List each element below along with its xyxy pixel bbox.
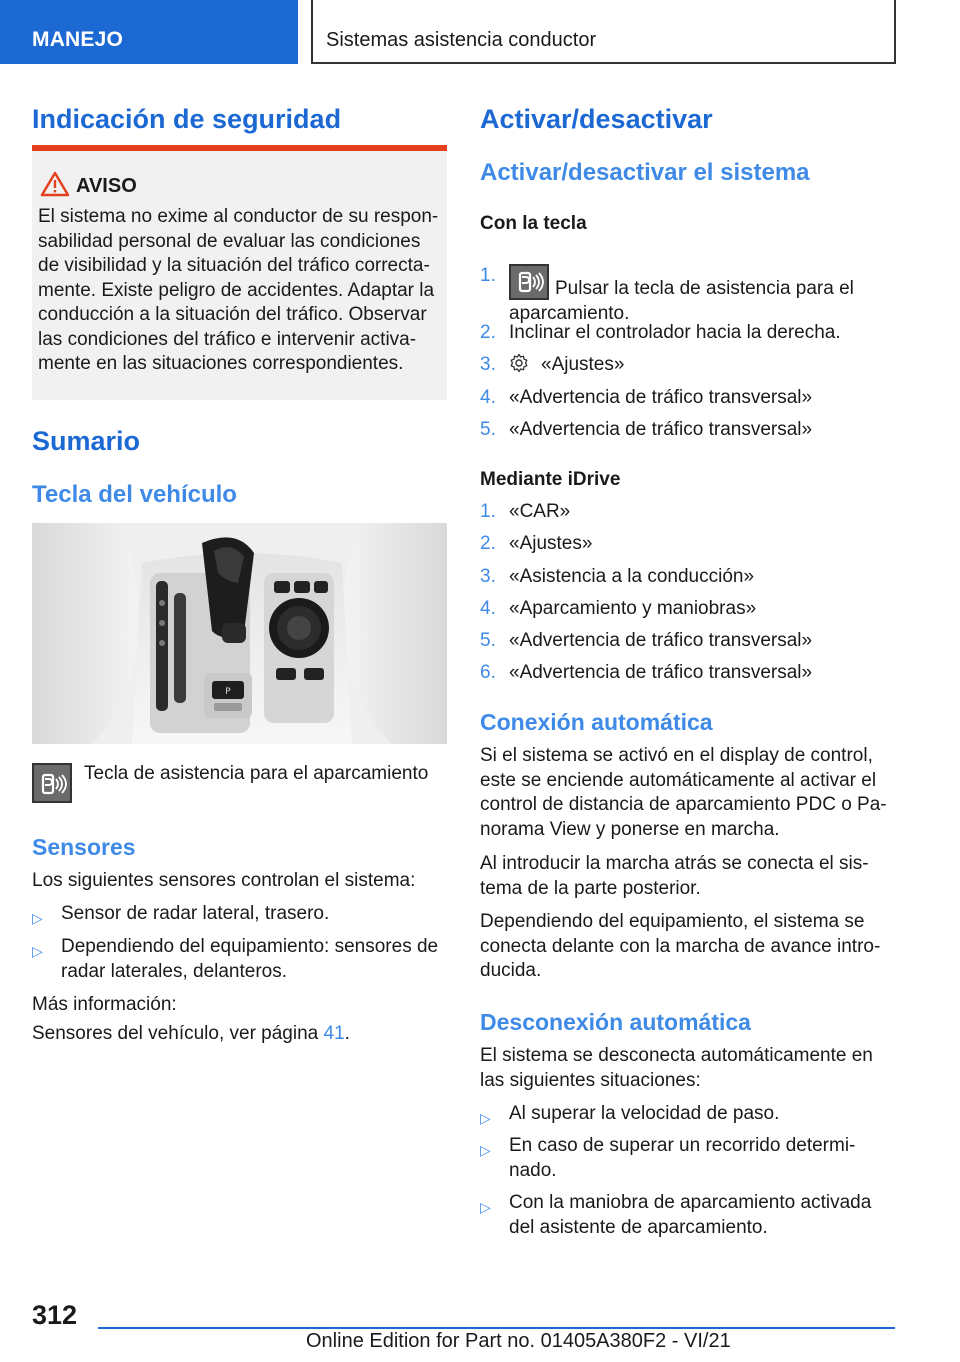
- header-chapter-box: [311, 0, 896, 64]
- warning-title: AVISO: [76, 175, 137, 197]
- auto-off-intro: El sistema se desconecta automáticamente en las siguientes situaciones:: [480, 1045, 873, 1091]
- bullet-triangle-icon: ▷: [480, 1110, 491, 1126]
- list-item: ▷ Dependiendo del equipamiento: sensores de radar laterales, delanteros.: [32, 936, 439, 982]
- gear-icon: [509, 353, 529, 373]
- center-console-photo: [32, 523, 447, 744]
- heading-summary: Sumario: [32, 426, 141, 456]
- parking-assist-button-icon: [32, 763, 72, 803]
- warning-text: [38, 205, 442, 377]
- auto-on-paragraph: Si el sistema se activó en el display de control, este se enciende automáticamente al activar el control de distancia de aparcamiento PDC o Pa- norama View y ponerse en marcha.: [480, 745, 887, 840]
- list-item: 2. «Ajustes»: [480, 533, 593, 554]
- bullet-triangle-icon: ▷: [480, 1199, 491, 1215]
- heading-idrive: Mediante iDrive: [480, 469, 621, 490]
- list-item: 4. «Advertencia de tráfico transversal»: [480, 387, 813, 408]
- warning-line: de visibilidad y la situación del tráfico correcta-: [38, 255, 430, 276]
- heading-auto-on: Conexión automática: [480, 709, 713, 735]
- header-chapter-label: Sistemas asistencia conductor: [326, 29, 597, 51]
- footer-divider: [98, 1327, 895, 1329]
- footer-edition: Online Edition for Part no. 01405A380F2 - VI/21: [306, 1330, 731, 1352]
- warning-line: mente. Existe peligro de accidentes. Adaptar la: [38, 279, 435, 301]
- warning-line: las condiciones del tráfico e intervenir activa-: [38, 328, 417, 350]
- more-info-label: Más información:: [32, 994, 177, 1015]
- center-console-illustration: [32, 523, 447, 744]
- bullet-triangle-icon: ▷: [480, 1142, 491, 1158]
- heading-safety: Indicación de seguridad: [32, 104, 342, 134]
- heading-sensors: Sensores: [32, 834, 136, 860]
- heading-vehicle-button: Tecla del vehículo: [32, 481, 237, 508]
- auto-on-paragraph: Al introducir la marcha atrás se conecta el sis- tema de la parte posterior.: [480, 853, 869, 899]
- list-item: ▷ Al superar la velocidad de paso.: [480, 1102, 895, 1127]
- page-number: 312: [32, 1300, 78, 1330]
- header-section-label: MANEJO: [32, 28, 124, 51]
- svg-text:P: P: [225, 687, 231, 697]
- list-item: 3. «Ajustes»: [480, 354, 625, 375]
- warning-line: El sistema no exime al conductor de su respon-: [38, 206, 439, 227]
- list-item: 3. «Asistencia a la conducción»: [480, 566, 755, 587]
- heading-toggle: Activar/desactivar: [480, 104, 713, 134]
- warning-line: sabilidad personal de evaluar las condiciones: [38, 230, 421, 252]
- parking-assist-symbol-icon: [34, 765, 70, 801]
- page-link[interactable]: 41: [323, 1023, 345, 1044]
- header-section-tab: [0, 0, 298, 64]
- list-item: 1. «CAR»: [480, 501, 571, 522]
- list-item: ▷ Sensor de radar lateral, trasero.: [32, 902, 447, 927]
- list-item: 2. Inclinar el controlador hacia la derecha.: [480, 322, 841, 343]
- button-caption: Tecla de asistencia para el aparcamiento: [84, 763, 429, 784]
- warning-line: mente en las situaciones correspondientes.: [38, 353, 404, 374]
- parking-assist-symbol-icon: [511, 266, 547, 298]
- list-item: 5. «Advertencia de tráfico transversal»: [480, 630, 813, 651]
- list-item: 1. Pulsar la tecla de asistencia para el aparcamiento.: [480, 265, 854, 324]
- warning-box: [32, 145, 447, 400]
- list-item: ▷ En caso de superar un recorrido determi- nado.: [480, 1135, 856, 1181]
- heading-toggle-system: Activar/desactivar el sistema: [480, 159, 810, 186]
- cross-reference: Sensores del vehículo, ver página 41.: [32, 1023, 350, 1044]
- warning-line: conducción a la situación del tráfico. Observar: [38, 304, 427, 325]
- bullet-triangle-icon: ▷: [32, 943, 43, 959]
- warning-triangle-icon: [40, 171, 70, 197]
- bullet-triangle-icon: ▷: [32, 910, 43, 926]
- list-item: 5. «Advertencia de tráfico transversal»: [480, 419, 813, 440]
- heading-with-button: Con la tecla: [480, 213, 587, 234]
- auto-on-paragraph: Dependiendo del equipamiento, el sistema se conecta delante con la marcha de avance intro- ducida.: [480, 911, 881, 981]
- heading-auto-off: Desconexión automática: [480, 1009, 751, 1035]
- list-item: ▷ Con la maniobra de aparcamiento activada del asistente de aparcamiento.: [480, 1192, 872, 1238]
- sensors-intro: Los siguientes sensores controlan el sistema:: [32, 870, 416, 891]
- list-item: 4. «Aparcamiento y maniobras»: [480, 598, 757, 619]
- parking-assist-button-icon: [509, 264, 549, 300]
- list-item: 6. «Advertencia de tráfico transversal»: [480, 662, 813, 683]
